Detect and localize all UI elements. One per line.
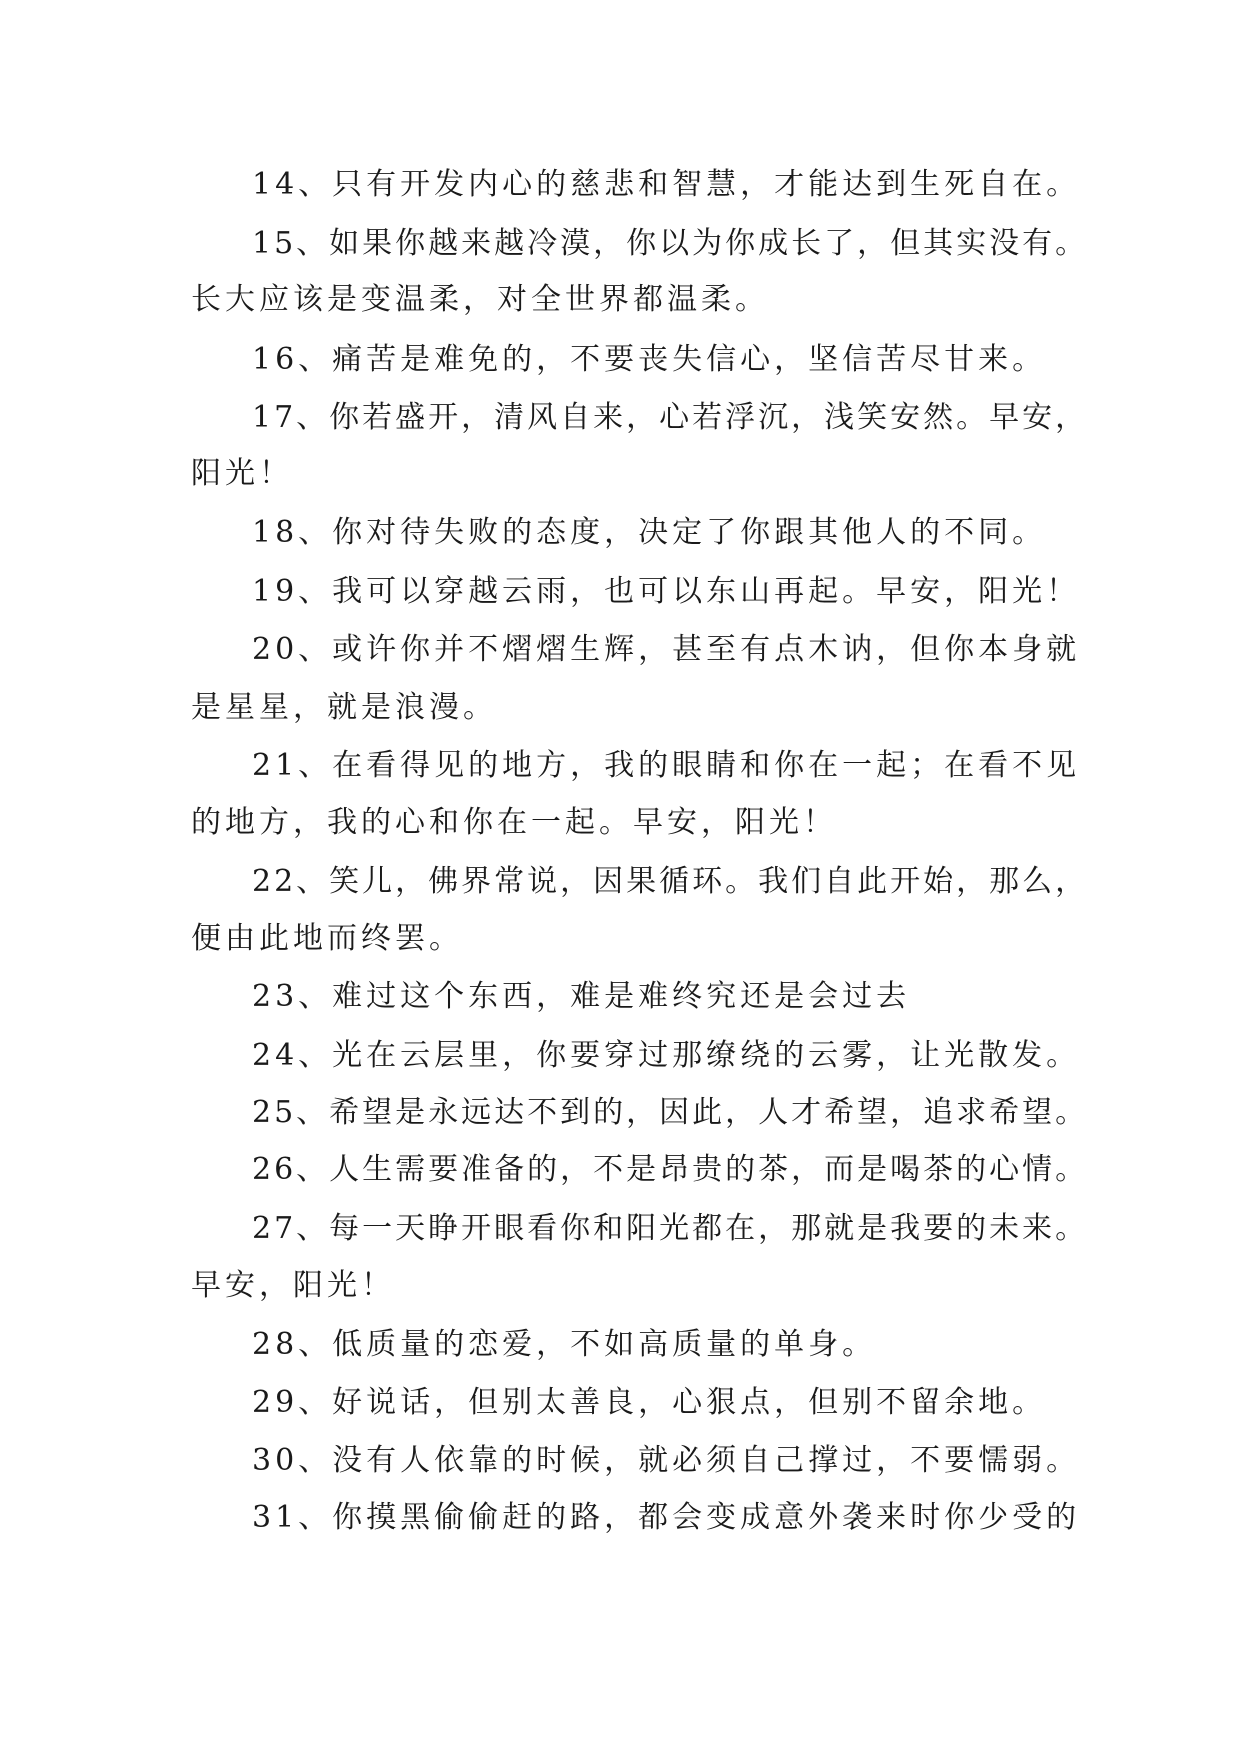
paragraph-line: 15、如果你越来越冷漠，你以为你成长了，但其实没有。 xyxy=(252,226,1089,261)
paragraph-line: 27、每一天睁开眼看你和阳光都在，那就是我要的未来。 xyxy=(252,1211,1089,1246)
paragraph-line: 是星星，就是浪漫。 xyxy=(191,690,497,725)
paragraph-line: 19、我可以穿越云雨，也可以东山再起。早安，阳光！ xyxy=(252,574,1081,609)
paragraph-line: 23、难过这个东西，难是难终究还是会过去 xyxy=(252,979,911,1014)
paragraph-line: 的地方，我的心和你在一起。早安，阳光！ xyxy=(191,805,837,840)
paragraph-line: 21、在看得见的地方，我的眼睛和你在一起；在看不见 xyxy=(252,748,1081,783)
paragraph-line: 24、光在云层里，你要穿过那缭绕的云雾，让光散发。 xyxy=(252,1038,1081,1073)
paragraph-line: 18、你对待失败的态度，决定了你跟其他人的不同。 xyxy=(252,515,1047,550)
paragraph-line: 14、只有开发内心的慈悲和智慧，才能达到生死自在。 xyxy=(252,167,1081,202)
paragraph-line: 28、低质量的恋爱，不如高质量的单身。 xyxy=(252,1327,877,1362)
paragraph-line: 25、希望是永远达不到的，因此，人才希望，追求希望。 xyxy=(252,1095,1089,1130)
paragraph-line: 26、人生需要准备的，不是昂贵的茶，而是喝茶的心情。 xyxy=(252,1152,1089,1187)
paragraph-line: 便由此地而终罢。 xyxy=(191,921,463,956)
paragraph-line: 17、你若盛开，清风自来，心若浮沉，浅笑安然。早安， xyxy=(252,400,1089,435)
paragraph-line: 16、痛苦是难免的，不要丧失信心，坚信苦尽甘来。 xyxy=(252,342,1047,377)
paragraph-line: 20、或许你并不熠熠生辉，甚至有点木讷，但你本身就 xyxy=(252,632,1081,667)
paragraph-line: 22、笑儿，佛界常说，因果循环。我们自此开始，那么， xyxy=(252,864,1089,899)
paragraph-line: 29、好说话，但别太善良，心狠点，但别不留余地。 xyxy=(252,1385,1047,1420)
paragraph-line: 阳光！ xyxy=(191,456,293,491)
paragraph-line: 早安，阳光！ xyxy=(191,1268,395,1303)
paragraph-line: 30、没有人依靠的时候，就必须自己撑过，不要懦弱。 xyxy=(252,1443,1081,1478)
paragraph-line: 长大应该是变温柔，对全世界都温柔。 xyxy=(191,282,769,317)
paragraph-line: 31、你摸黑偷偷赶的路，都会变成意外袭来时你少受的 xyxy=(252,1500,1081,1535)
